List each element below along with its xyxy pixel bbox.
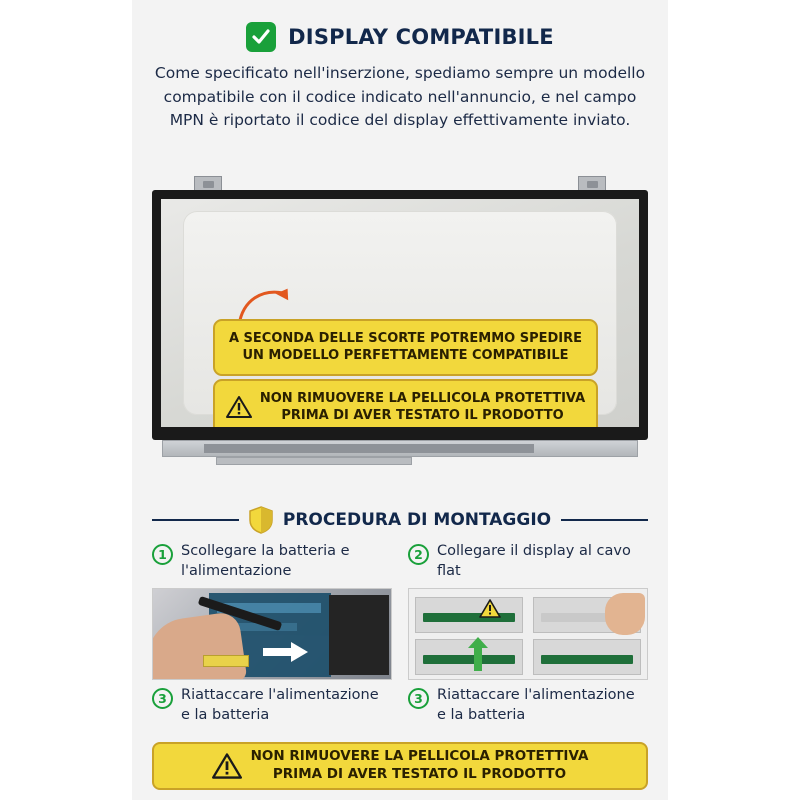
step-3-left-number: 3 xyxy=(152,688,173,709)
display-panel-illustration xyxy=(152,176,648,481)
panel-caption-warning xyxy=(213,379,598,427)
bottom-warning-line2: PRIMA DI AVER TESTATO IL PRODOTTO xyxy=(272,766,567,782)
montaggio-header xyxy=(152,506,648,534)
bottom-warning-text xyxy=(251,748,589,784)
flat-cable-4 xyxy=(541,655,633,664)
step-2-text: Collegare il display al cavo flat xyxy=(437,543,631,579)
step-1 xyxy=(152,542,392,680)
step-3-left-label xyxy=(152,686,392,730)
step-3-right xyxy=(408,686,648,730)
warning-triangle-icon xyxy=(212,752,242,780)
panel-foil-strip xyxy=(204,444,534,453)
panel-caption-compatible: A SECONDA DELLE SCORTE POTREMMO SPEDIRE UN MODELLO PERFETTAMENTE COMPATIBILE xyxy=(213,319,598,376)
header-row xyxy=(132,22,668,52)
check-icon xyxy=(246,22,276,52)
yellow-label-graphic xyxy=(203,655,249,667)
bottom-warning-banner xyxy=(152,742,648,790)
step-1-label xyxy=(152,542,392,586)
step-1-photo xyxy=(152,588,392,680)
header-description: Come specificato nell'inserzione, spediamo sempre un modello compatibile con il codice indicato nell'annuncio, e nel campo MPN è riportato il codice del display effettivamente inviato. xyxy=(154,64,646,130)
step-1-number: 1 xyxy=(152,544,173,565)
step-3-left xyxy=(152,686,392,730)
hand-graphic xyxy=(152,611,247,680)
panel-caption-warning-text xyxy=(260,390,585,425)
white-arrow-icon xyxy=(263,641,309,667)
page-title: DISPLAY COMPATIBILE xyxy=(288,25,554,49)
battery-graphic xyxy=(329,595,389,675)
panel-surface xyxy=(161,199,639,427)
step-2-number: 2 xyxy=(408,544,429,565)
finger-graphic xyxy=(605,593,645,635)
steps-row-top xyxy=(152,542,648,680)
panel-bezel xyxy=(152,190,648,440)
step-2-label xyxy=(408,542,648,586)
steps-grid xyxy=(152,542,648,730)
warning-triangle-icon xyxy=(226,395,252,419)
step-3-right-text: Riattaccare l'alimentazione e la batteria xyxy=(437,687,635,723)
panel-bottom-tab xyxy=(216,457,412,465)
warning-triangle-icon-small xyxy=(479,599,501,623)
panel-caption-warning-line1: NON RIMUOVERE LA PELLICOLA PROTETTIVA xyxy=(259,391,586,406)
step-1-text: Scollegare la batteria e l'alimentazione xyxy=(181,543,350,579)
flat-cable-3 xyxy=(541,613,609,622)
shield-icon xyxy=(249,506,273,534)
panel-caption-warning-line2: PRIMA DI AVER TESTATO IL PRODOTTO xyxy=(281,408,564,424)
step-3-left-text: Riattaccare l'alimentazione e la batteria xyxy=(181,687,379,723)
montaggio-title: PROCEDURA DI MONTAGGIO xyxy=(282,510,552,530)
green-arrow-icon xyxy=(467,637,489,675)
step-3-right-label xyxy=(408,686,648,730)
content-sheet xyxy=(132,0,668,800)
steps-row-bottom xyxy=(152,686,648,730)
divider-left xyxy=(152,519,239,521)
flat-cable-1 xyxy=(423,613,515,622)
step-2-photo xyxy=(408,588,648,680)
step-3-right-number: 3 xyxy=(408,688,429,709)
divider-right xyxy=(561,519,648,521)
bottom-warning-line1: NON RIMUOVERE LA PELLICOLA PROTETTIVA xyxy=(250,748,589,765)
step-2 xyxy=(408,542,648,680)
